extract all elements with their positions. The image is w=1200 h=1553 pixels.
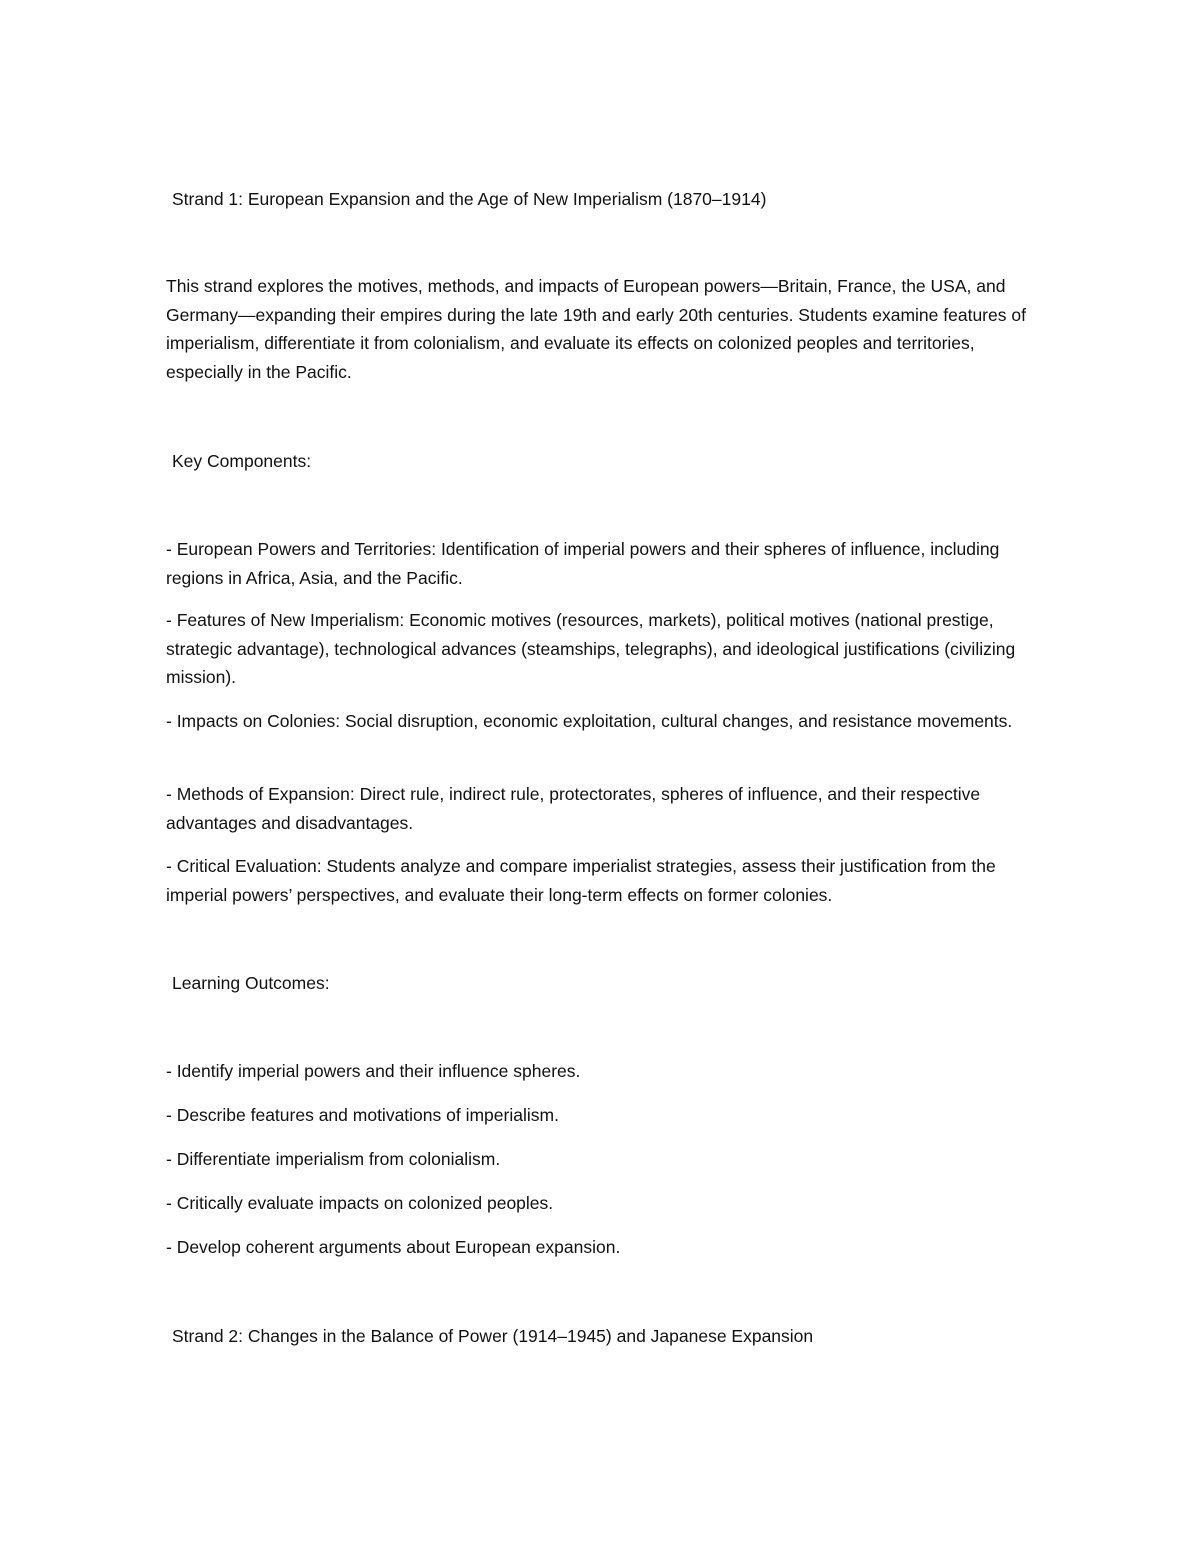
- key-component-item: - Critical Evaluation: Students analyze and compare imperialist strategies, assess their justification from the imperial powers’ perspectives, and evaluate their long-term effects on former colonies.: [166, 856, 996, 905]
- learning-outcome-item: - Identify imperial powers and their influence spheres.: [166, 1061, 581, 1081]
- key-component-item: - Features of New Imperialism: Economic motives (resources, markets), political motives (national prestige, strategic advantage), technological advances (steamships, telegraphs), and ideological justifications (civilizing mission).: [166, 610, 1016, 687]
- strand-2-title: Strand 2: Changes in the Balance of Power (1914–1945) and Japanese Expansion: [172, 1326, 814, 1346]
- key-component-item: - Impacts on Colonies: Social disruption, economic exploitation, cultural changes, and resistance movements.: [166, 711, 1013, 731]
- learning-outcome-item: - Develop coherent arguments about European expansion.: [166, 1237, 621, 1257]
- strand-1-intro-paragraph: This strand explores the motives, methods, and impacts of European powers—Britain, France, the USA, and Germany—expanding their empires during the late 19th and early 20th centuries. Students examine features of imperialism, differentiate it from colonialism, and evaluate its effects on colonized peoples and territories, especially in the Pacific.: [166, 276, 1026, 382]
- learning-outcome-item: - Differentiate imperialism from colonialism.: [166, 1149, 501, 1169]
- key-component-item: - Methods of Expansion: Direct rule, indirect rule, protectorates, spheres of influence, and their respective advantages and disadvantages.: [166, 784, 981, 833]
- learning-outcome-item: - Describe features and motivations of imperialism.: [166, 1105, 559, 1125]
- learning-outcome-item: - Critically evaluate impacts on colonized peoples.: [166, 1193, 554, 1213]
- strand-1-title: Strand 1: European Expansion and the Age of New Imperialism (1870–1914): [172, 189, 767, 209]
- key-component-item: - European Powers and Territories: Identification of imperial powers and their spheres of influence, including regions in Africa, Asia, and the Pacific.: [166, 539, 1000, 588]
- learning-outcomes-heading: Learning Outcomes:: [172, 973, 330, 993]
- key-components-heading: Key Components:: [172, 451, 312, 471]
